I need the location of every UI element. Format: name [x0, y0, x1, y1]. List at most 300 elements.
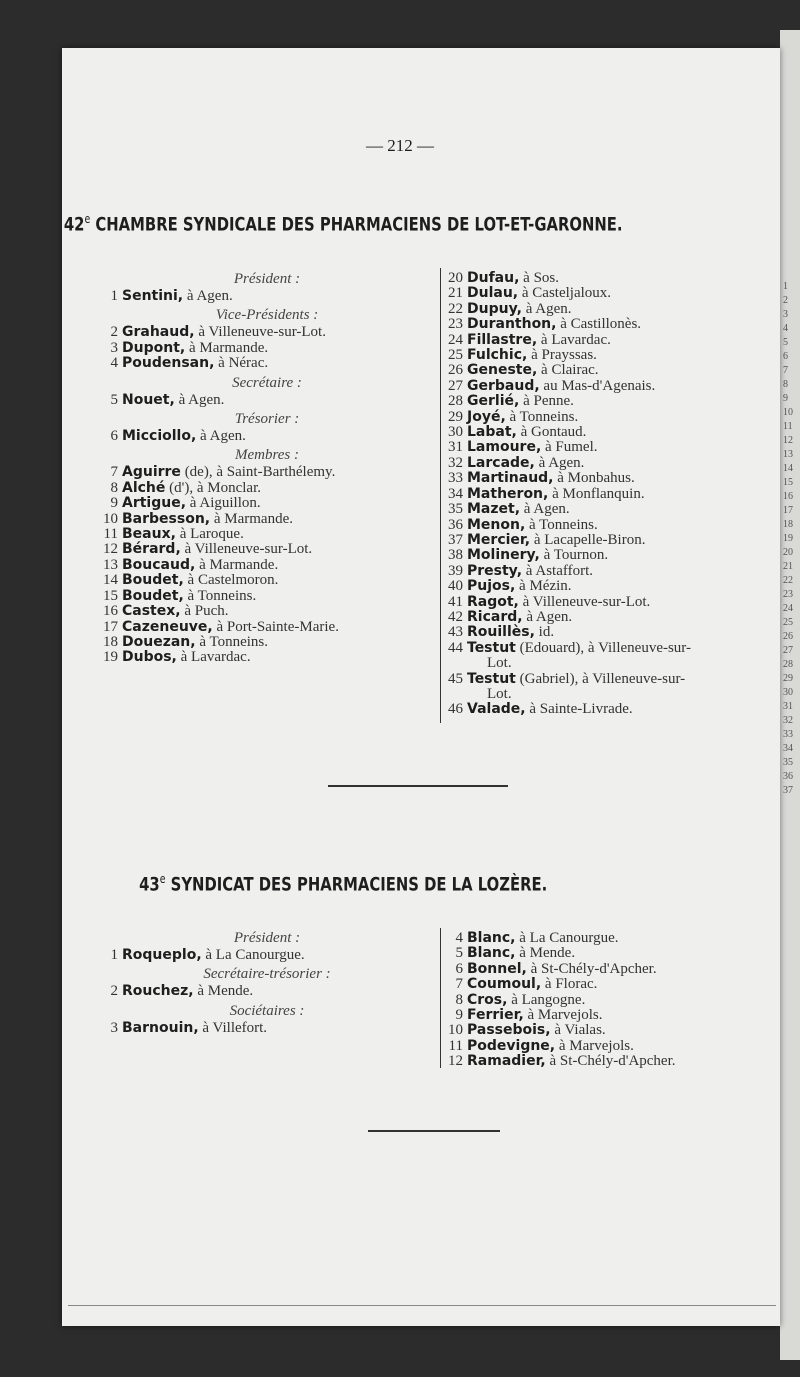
member-name: Blanc, [467, 945, 516, 962]
edge-number: 14 [783, 463, 793, 474]
member-entry [102, 558, 432, 573]
role-heading: Membres : [234, 447, 299, 464]
member-place: à Monflanquin. [548, 485, 645, 502]
member-entry [102, 948, 432, 963]
member-number: 5 [110, 391, 118, 408]
edge-number: 18 [783, 519, 793, 530]
edge-number: 24 [783, 603, 793, 614]
edge-number: 26 [783, 631, 793, 642]
member-name: Lamoure, [467, 439, 542, 456]
member-entry [102, 620, 432, 635]
edge-number: 15 [783, 477, 793, 488]
member-place: à Tonneins. [525, 516, 598, 533]
member-entry [447, 1039, 772, 1054]
member-place: à Lavardac. [176, 649, 251, 666]
edge-number: 19 [783, 533, 793, 544]
member-number: 28 [448, 393, 463, 410]
member-entry [447, 548, 772, 563]
member-place: à Mende. [515, 945, 576, 962]
member-place: à Florac. [541, 976, 598, 993]
role-heading: Vice-Présidents : [215, 307, 319, 324]
edge-number: 3 [783, 309, 788, 320]
member-entry [102, 481, 432, 496]
member-name: Duranthon, [467, 316, 557, 333]
member-entry [447, 286, 772, 301]
member-number: 14 [103, 572, 118, 589]
member-place: à Marmande. [210, 510, 293, 527]
member-place: à Fumel. [541, 439, 598, 456]
edge-number: 13 [783, 449, 793, 460]
edge-number: 6 [783, 351, 788, 362]
member-place: à Nérac. [214, 355, 269, 372]
member-entry [102, 496, 432, 511]
member-name: Fulchic, [467, 347, 528, 364]
member-place: à Gontaud. [516, 424, 587, 441]
member-name: Testut [467, 639, 516, 656]
member-entry [447, 1023, 772, 1038]
member-place: à Marvejols. [523, 1007, 603, 1024]
member-name: Ferrier, [467, 1007, 524, 1024]
member-number: 41 [448, 593, 463, 610]
member-place: à Port-Sainte-Marie. [212, 618, 339, 635]
member-entry [447, 672, 772, 687]
member-place: à Laroque. [175, 526, 244, 543]
member-place: à Agen. [520, 501, 570, 518]
member-name: Roqueplo, [122, 947, 202, 963]
member-place: à Agen. [174, 391, 225, 408]
member-name: Podevigne, [467, 1037, 556, 1054]
member-entry [447, 363, 772, 378]
member-place: à Tonneins. [195, 633, 269, 650]
edge-number: 30 [783, 687, 793, 698]
member-name: Alché [122, 479, 166, 496]
edge-number: 11 [783, 421, 793, 432]
member-place: à Monbahus. [553, 470, 635, 487]
edge-number: 17 [783, 505, 793, 516]
member-entry [102, 542, 432, 557]
member-place: au Mas-d'Agenais. [539, 377, 656, 394]
column-divider [440, 928, 441, 1068]
member-name: Menon, [467, 516, 526, 533]
member-entry [447, 379, 772, 394]
member-entry [447, 610, 772, 625]
member-number: 15 [103, 587, 118, 604]
edge-number: 32 [783, 715, 793, 726]
section-number: 43 [139, 873, 160, 896]
member-number: 34 [448, 485, 463, 502]
member-entry [102, 289, 432, 304]
edge-number: 34 [783, 743, 793, 754]
member-place: à Astaffort. [522, 562, 594, 579]
member-number: 20 [448, 270, 463, 286]
member-place: Lot. [487, 655, 512, 672]
member-name: Matheron, [467, 485, 549, 502]
member-name: Ricard, [467, 608, 523, 625]
member-number: 2 [110, 324, 118, 341]
member-number: 19 [103, 649, 118, 666]
member-place: à Lavardac. [537, 331, 611, 348]
role-heading: Secrétaire-trésorier : [203, 966, 331, 983]
member-number: 9 [455, 1007, 463, 1024]
member-number: 5 [455, 945, 463, 962]
member-place: (d'), à Monclar. [165, 479, 261, 496]
member-entry [447, 702, 772, 717]
member-name: Boucaud, [122, 556, 196, 573]
member-number: 11 [103, 526, 118, 543]
member-name: Nouet, [122, 391, 175, 408]
member-number: 35 [448, 501, 463, 518]
member-name: Barbesson, [122, 510, 211, 527]
member-entry [447, 456, 772, 471]
member-entry [447, 502, 772, 517]
member-name: Bérard, [122, 541, 181, 558]
member-entry [102, 465, 432, 480]
member-name: Boudet, [122, 572, 184, 589]
member-place: à Casteljaloux. [518, 285, 612, 302]
edge-number: 5 [783, 337, 788, 348]
member-entry [447, 440, 772, 455]
edge-number: 16 [783, 491, 793, 502]
member-place: Lot. [487, 685, 512, 702]
edge-number: 12 [783, 435, 793, 446]
member-entry [102, 341, 432, 356]
member-place: à Castillonès. [556, 316, 642, 333]
member-entry [447, 487, 772, 502]
member-name: Valade, [467, 701, 526, 718]
member-entry [447, 533, 772, 548]
edge-number: 9 [783, 393, 788, 404]
member-entry [102, 429, 432, 444]
member-place: à Vialas. [550, 1022, 606, 1039]
member-name: Ragot, [467, 593, 519, 610]
member-number: 1 [110, 288, 118, 304]
member-place: à Agen. [522, 608, 573, 625]
member-place: à Mende. [193, 983, 254, 1000]
member-number: 2 [110, 983, 118, 1000]
member-name: Beaux, [122, 526, 176, 543]
member-name: Martinaud, [467, 470, 554, 487]
member-entry [102, 604, 432, 619]
member-number: 36 [448, 516, 463, 533]
member-entry [447, 302, 772, 317]
edge-number: 2 [783, 295, 788, 306]
member-number: 46 [448, 701, 463, 718]
member-number: 24 [448, 331, 463, 348]
member-entry [102, 984, 432, 999]
member-name: Rouchez, [122, 983, 194, 1000]
member-number: 12 [448, 1053, 463, 1070]
member-entry [102, 527, 432, 542]
edge-number: 20 [783, 547, 793, 558]
member-place: à Marmande. [185, 339, 269, 356]
edge-number: 7 [783, 365, 788, 376]
member-entry [447, 595, 772, 610]
member-entry [447, 1054, 772, 1069]
member-name: Dubos, [122, 649, 177, 666]
page-bottom-line [68, 1305, 776, 1306]
member-place: (de), à Saint-Barthélemy. [180, 464, 336, 481]
member-place: (Gabriel), à Villeneuve-sur- [515, 670, 686, 687]
member-number: 40 [448, 578, 463, 595]
section-title: CHAMBRE SYNDICALE DES PHARMACIENS DE LOT-ET-GARONNE. [90, 213, 623, 236]
member-place: à Agen. [534, 454, 585, 471]
entry-continuation [447, 687, 772, 702]
member-number: 12 [103, 541, 118, 558]
member-place: à Tonneins. [183, 587, 257, 604]
member-name: Mazet, [467, 501, 521, 518]
member-place: id. [534, 624, 555, 641]
member-number: 31 [448, 439, 463, 456]
member-place: à Aiguillon. [186, 495, 261, 512]
member-number: 7 [455, 976, 463, 993]
member-name: Geneste, [467, 362, 538, 379]
member-number: 16 [103, 603, 118, 620]
member-place: à Agen. [183, 288, 233, 304]
member-entry [447, 518, 772, 533]
member-entry [447, 977, 772, 992]
member-name: Castex, [122, 603, 181, 620]
role-heading: Trésorier : [234, 411, 300, 428]
member-name: Micciollo, [122, 428, 197, 445]
member-name: Cros, [467, 991, 508, 1008]
role-heading: Président : [233, 930, 301, 946]
edge-number: 23 [783, 589, 793, 600]
member-place: à Villeneuve-sur-Lot. [194, 324, 326, 341]
member-name: Ramadier, [467, 1053, 546, 1070]
member-place: à Villefort. [198, 1019, 268, 1036]
member-place: à Agen. [196, 428, 246, 445]
member-number: 38 [448, 547, 463, 564]
member-name: Molinery, [467, 547, 540, 564]
ordinal-suffix: e [84, 212, 91, 226]
member-name: Dulau, [467, 285, 519, 302]
member-name: Testut [467, 670, 516, 687]
member-place: à Castelmoron. [183, 572, 279, 589]
member-entry [447, 271, 772, 286]
section-number: 42 [63, 213, 85, 236]
member-entry [102, 393, 432, 408]
member-place: à Lacapelle-Biron. [530, 531, 646, 548]
member-place: à Villeneuve-sur-Lot. [180, 541, 313, 558]
member-entry [102, 325, 432, 340]
adjacent-page-numbers [783, 280, 800, 798]
member-entry [102, 1021, 432, 1036]
member-name: Coumoul, [467, 976, 542, 993]
edge-number: 8 [783, 379, 788, 390]
member-place: à Sos. [519, 270, 560, 286]
member-entry [447, 641, 772, 656]
member-number: 43 [448, 624, 463, 641]
member-entry [102, 650, 432, 665]
section-title: SYNDICAT DES PHARMACIENS DE LA LOZÈRE. [165, 873, 548, 896]
page-number: — 212 — [366, 136, 434, 155]
member-name: Artigue, [122, 495, 187, 512]
member-name: Passebois, [467, 1022, 551, 1039]
members-column-left [102, 927, 432, 1036]
member-number: 6 [455, 960, 463, 977]
member-entry [102, 573, 432, 588]
member-place: à Agen. [521, 300, 572, 317]
edge-number: 27 [783, 645, 793, 656]
member-number: 32 [448, 454, 463, 471]
member-name: Grahaud, [122, 324, 195, 341]
member-name: Sentini, [122, 288, 184, 304]
member-name: Rouillès, [467, 624, 535, 641]
member-name: Pujos, [467, 578, 516, 595]
member-entry [447, 317, 772, 332]
member-name: Fillastre, [467, 331, 538, 348]
edge-number: 31 [783, 701, 793, 712]
members-column-left [102, 268, 432, 666]
member-entry [447, 579, 772, 594]
member-entry [102, 356, 432, 371]
member-number: 8 [110, 479, 118, 496]
member-number: 45 [448, 670, 463, 687]
member-number: 7 [110, 464, 118, 481]
member-number: 23 [448, 316, 463, 333]
member-number: 17 [103, 618, 118, 635]
ordinal-suffix: e [159, 872, 166, 886]
member-number: 39 [448, 562, 463, 579]
member-place: à Langogne. [507, 991, 586, 1008]
member-entry [102, 635, 432, 650]
member-number: 3 [110, 339, 118, 356]
member-entry [447, 394, 772, 409]
member-place: à Mézin. [515, 578, 572, 595]
edge-number: 29 [783, 673, 793, 684]
member-number: 6 [110, 428, 118, 445]
member-number: 22 [448, 300, 463, 317]
edge-number: 25 [783, 617, 793, 628]
member-entry [447, 993, 772, 1008]
member-place: à La Canourgue. [515, 930, 619, 946]
member-name: Dufau, [467, 270, 520, 286]
member-place: à St-Chély-d'Apcher. [545, 1053, 676, 1070]
member-name: Cazeneuve, [122, 618, 213, 635]
member-place: à Sainte-Livrade. [525, 701, 633, 718]
member-place: (Edouard), à Villeneuve-sur- [515, 639, 691, 656]
edge-number: 36 [783, 771, 793, 782]
member-name: Dupuy, [467, 300, 522, 317]
member-number: 44 [448, 639, 463, 656]
member-number: 21 [448, 285, 463, 302]
member-place: à La Canourgue. [201, 947, 305, 963]
member-place: à Marvejols. [555, 1037, 634, 1054]
member-entry [447, 410, 772, 425]
members-column-right [447, 271, 772, 718]
member-entry [447, 348, 772, 363]
role-heading: Sociétaires : [229, 1002, 305, 1019]
edge-number: 1 [783, 281, 788, 292]
edge-number: 28 [783, 659, 793, 670]
member-number: 33 [448, 470, 463, 487]
member-entry [447, 1008, 772, 1023]
member-entry [447, 946, 772, 961]
section-heading [0, 212, 686, 235]
edge-number: 22 [783, 575, 793, 586]
member-entry [447, 962, 772, 977]
member-number: 9 [110, 495, 118, 512]
member-entry [447, 564, 772, 579]
member-entry [102, 589, 432, 604]
member-number: 26 [448, 362, 463, 379]
member-number: 13 [103, 556, 118, 573]
member-place: à Tournon. [539, 547, 609, 564]
member-place: à Prayssas. [527, 347, 597, 364]
member-entry [447, 625, 772, 640]
member-name: Boudet, [122, 587, 184, 604]
member-name: Gerlié, [467, 393, 520, 410]
member-number: 4 [110, 355, 118, 372]
member-number: 30 [448, 424, 463, 441]
member-number: 37 [448, 531, 463, 548]
member-number: 42 [448, 608, 463, 625]
edge-number: 35 [783, 757, 793, 768]
member-number: 10 [448, 1022, 463, 1039]
edge-number: 4 [783, 323, 788, 334]
end-rule [368, 1130, 500, 1132]
edge-number: 21 [783, 561, 793, 572]
section-separator [328, 785, 508, 787]
edge-number: 10 [783, 407, 793, 418]
member-name: Bonnel, [467, 960, 527, 977]
member-place: à Clairac. [537, 362, 599, 379]
member-place: à Puch. [180, 603, 229, 620]
member-entry [447, 333, 772, 348]
member-number: 8 [455, 991, 463, 1008]
column-divider [440, 268, 441, 723]
member-name: Gerbaud, [467, 377, 540, 394]
member-place: à Penne. [519, 393, 574, 410]
member-number: 29 [448, 408, 463, 425]
role-heading: Président : [233, 271, 301, 287]
entry-continuation [447, 656, 772, 671]
member-number: 18 [103, 633, 118, 650]
member-entry [447, 471, 772, 486]
member-place: à Marmande. [195, 556, 279, 573]
member-name: Blanc, [467, 930, 516, 946]
edge-number: 37 [783, 785, 793, 796]
member-entry [447, 425, 772, 440]
member-place: à Villeneuve-sur-Lot. [518, 593, 651, 610]
member-number: 4 [455, 930, 463, 946]
member-number: 10 [103, 510, 118, 527]
member-entry [447, 931, 772, 946]
member-number: 3 [110, 1019, 118, 1036]
member-name: Poudensan, [122, 355, 215, 372]
member-number: 11 [448, 1037, 463, 1054]
member-place: à St-Chély-d'Apcher. [526, 960, 657, 977]
edge-number: 33 [783, 729, 793, 740]
member-name: Douezan, [122, 633, 196, 650]
member-name: Dupont, [122, 339, 186, 356]
member-number: 1 [110, 947, 118, 963]
member-entry [102, 512, 432, 527]
member-name: Aguirre [122, 464, 181, 481]
member-name: Barnouin, [122, 1019, 199, 1036]
member-place: à Tonneins. [505, 408, 579, 425]
member-name: Joyé, [467, 408, 506, 425]
member-number: 27 [448, 377, 463, 394]
members-column-right [447, 931, 772, 1070]
member-name: Larcade, [467, 454, 535, 471]
member-name: Presty, [467, 562, 523, 579]
member-number: 25 [448, 347, 463, 364]
role-heading: Secrétaire : [232, 374, 302, 391]
member-name: Labat, [467, 424, 517, 441]
section-heading [0, 872, 686, 895]
member-name: Mercier, [467, 531, 531, 548]
